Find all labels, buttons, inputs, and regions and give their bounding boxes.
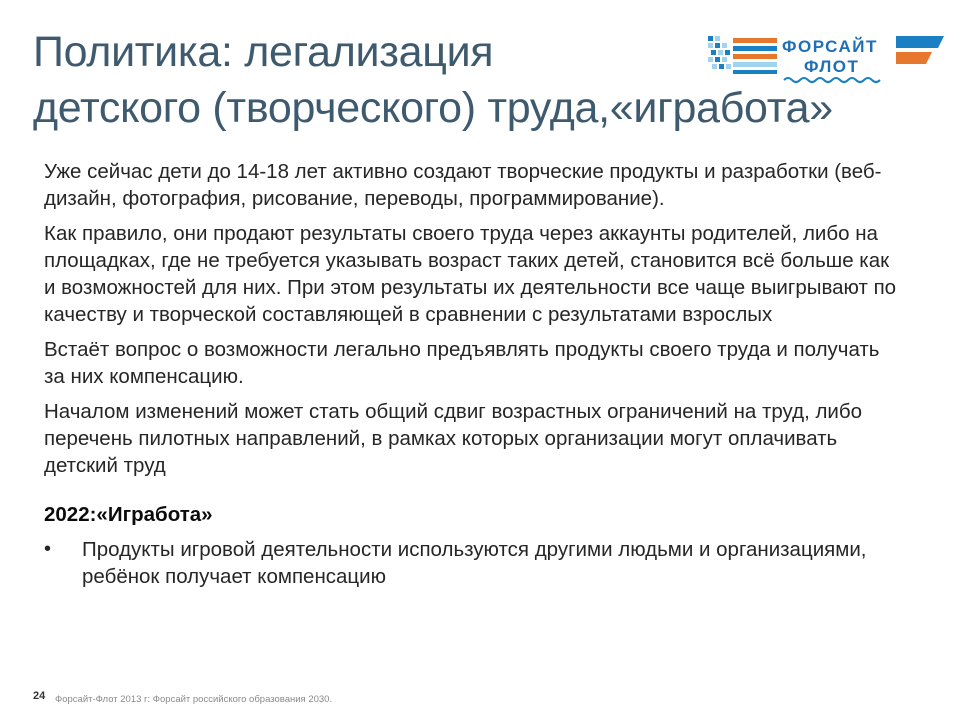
logo-wave-icon <box>784 78 880 82</box>
paragraph-1: Уже сейчас дети до 14-18 лет активно создают творческие продукты и разработки (веб-дизайн, фотография, рисование, переводы, программирование). <box>44 160 882 210</box>
title-line-2: детского (творческого) труда,«игработа» <box>33 84 833 132</box>
slide-body <box>44 158 904 590</box>
bullet-marker: • <box>44 538 52 560</box>
footer-text: Форсайт-Флот 2013 г: Форсайт российского образования 2030. <box>55 694 333 705</box>
bullet-text: Продукты игровой деятельности используются другими людьми и организациями, ребёнок получает компенсацию <box>82 538 867 588</box>
paragraph-4: Началом изменений может стать общий сдвиг возрастных ограничений на труд, либо перечень пилотных направлений, в рамках которых организации могут оплачивать детский труд <box>44 400 863 477</box>
bullet-item <box>44 536 904 590</box>
subheading: 2022:«Игработа» <box>44 503 213 526</box>
paragraph-3: Встаёт вопрос о возможности легально предъявлять продукты своего труда и получать за них компенсацию. <box>44 338 880 388</box>
page-number: 24 <box>33 690 46 702</box>
paragraph-2: Как правило, они продают результаты своего труда через аккаунты родителей, либо на площадках, где не требуется указывать возраст таких детей, становится всё больше как и возможностей для них. При этом результаты их деятельности все чаще выигрывают по качеству и творческой составляющей в сравнении с результатами взрослых <box>44 222 897 326</box>
logo-line-1: ФОРСАЙТ <box>782 37 878 56</box>
logo-line-2: ФЛОТ <box>804 57 860 76</box>
title-line-1: Политика: легализация <box>33 28 494 76</box>
forsight-flot-logo <box>706 30 946 88</box>
